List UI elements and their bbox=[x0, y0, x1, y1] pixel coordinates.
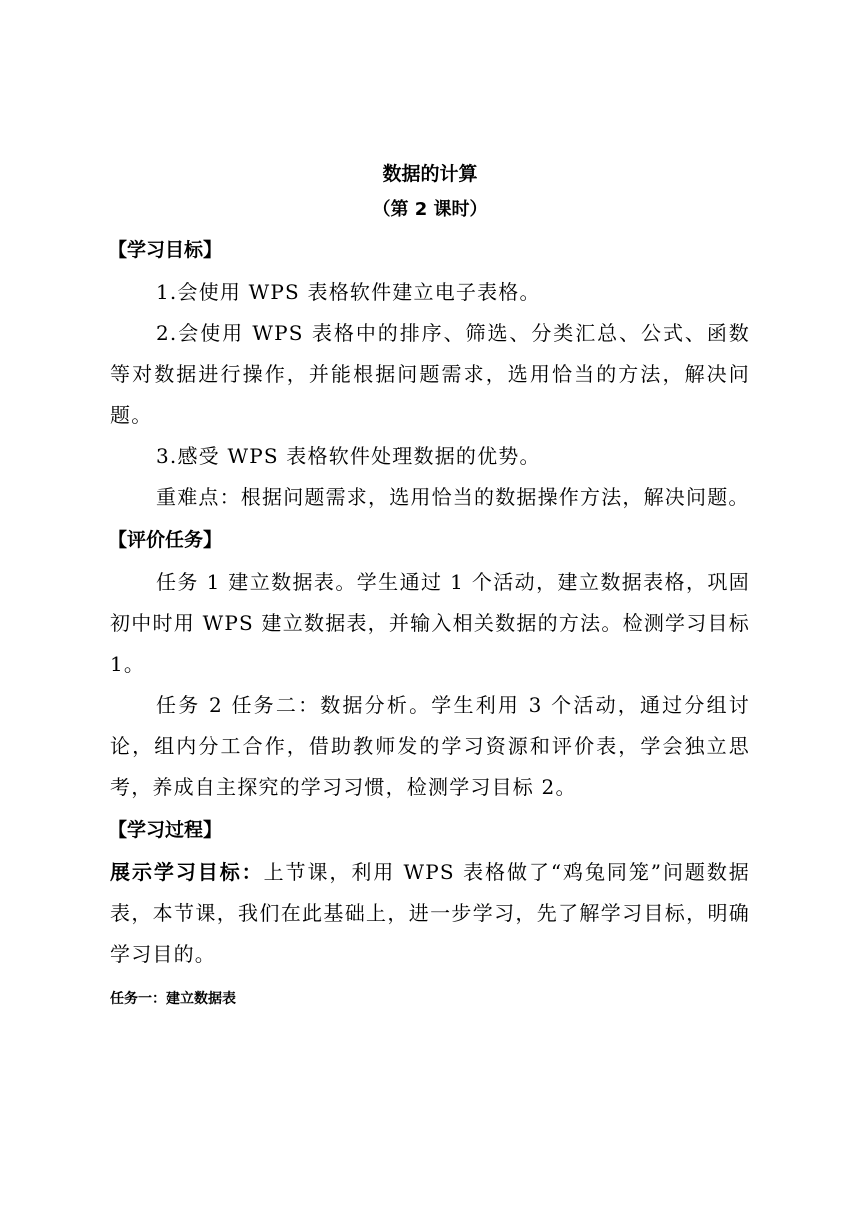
key-difficulty: 重难点：根据问题需求，选用恰当的数据操作方法，解决问题。 bbox=[156, 485, 750, 509]
section-heading-goals: 【学习目标】 bbox=[108, 239, 223, 261]
task-item-2: 任务 2 任务二：数据分析。学生利用 3 个活动，通过分组讨论，组内分工合作，借助教师发的学习资源和评价表，学会独立思考，养成自主探究的学习习惯，检测学习目标 2。 bbox=[110, 693, 750, 799]
goal-item-1: 1.会使用 WPS 表格软件建立电子表格。 bbox=[156, 280, 541, 304]
goal-item-3: 3.感受 WPS 表格软件处理数据的优势。 bbox=[156, 444, 541, 468]
section-heading-tasks: 【评价任务】 bbox=[108, 529, 223, 551]
process-intro-text: 上节课，利用 WPS 表格做了“鸡兔同笼”问题数据表，本节课，我们在此基础上，进一步学习，先了解学习目标，明确学习目的。 bbox=[110, 860, 750, 966]
process-intro bbox=[110, 852, 750, 975]
process-intro-label: 展示学习目标： bbox=[110, 860, 264, 884]
document-subtitle: （第 2 课时） bbox=[372, 199, 488, 220]
task-item-1: 任务 1 建立数据表。学生通过 1 个活动，建立数据表格，巩固初中时用 WPS 建立数据表，并输入相关数据的方法。检测学习目标 1。 bbox=[110, 570, 750, 676]
document-title: 数据的计算 bbox=[382, 163, 478, 185]
task-one-heading: 任务一：建立数据表 bbox=[110, 991, 236, 1007]
section-heading-process: 【学习过程】 bbox=[108, 819, 223, 841]
goal-item-2: 2.会使用 WPS 表格中的排序、筛选、分类汇总、公式、函数等对数据进行操作，并能根据问题需求，选用恰当的方法，解决问题。 bbox=[110, 321, 750, 427]
document-body bbox=[110, 156, 750, 1019]
